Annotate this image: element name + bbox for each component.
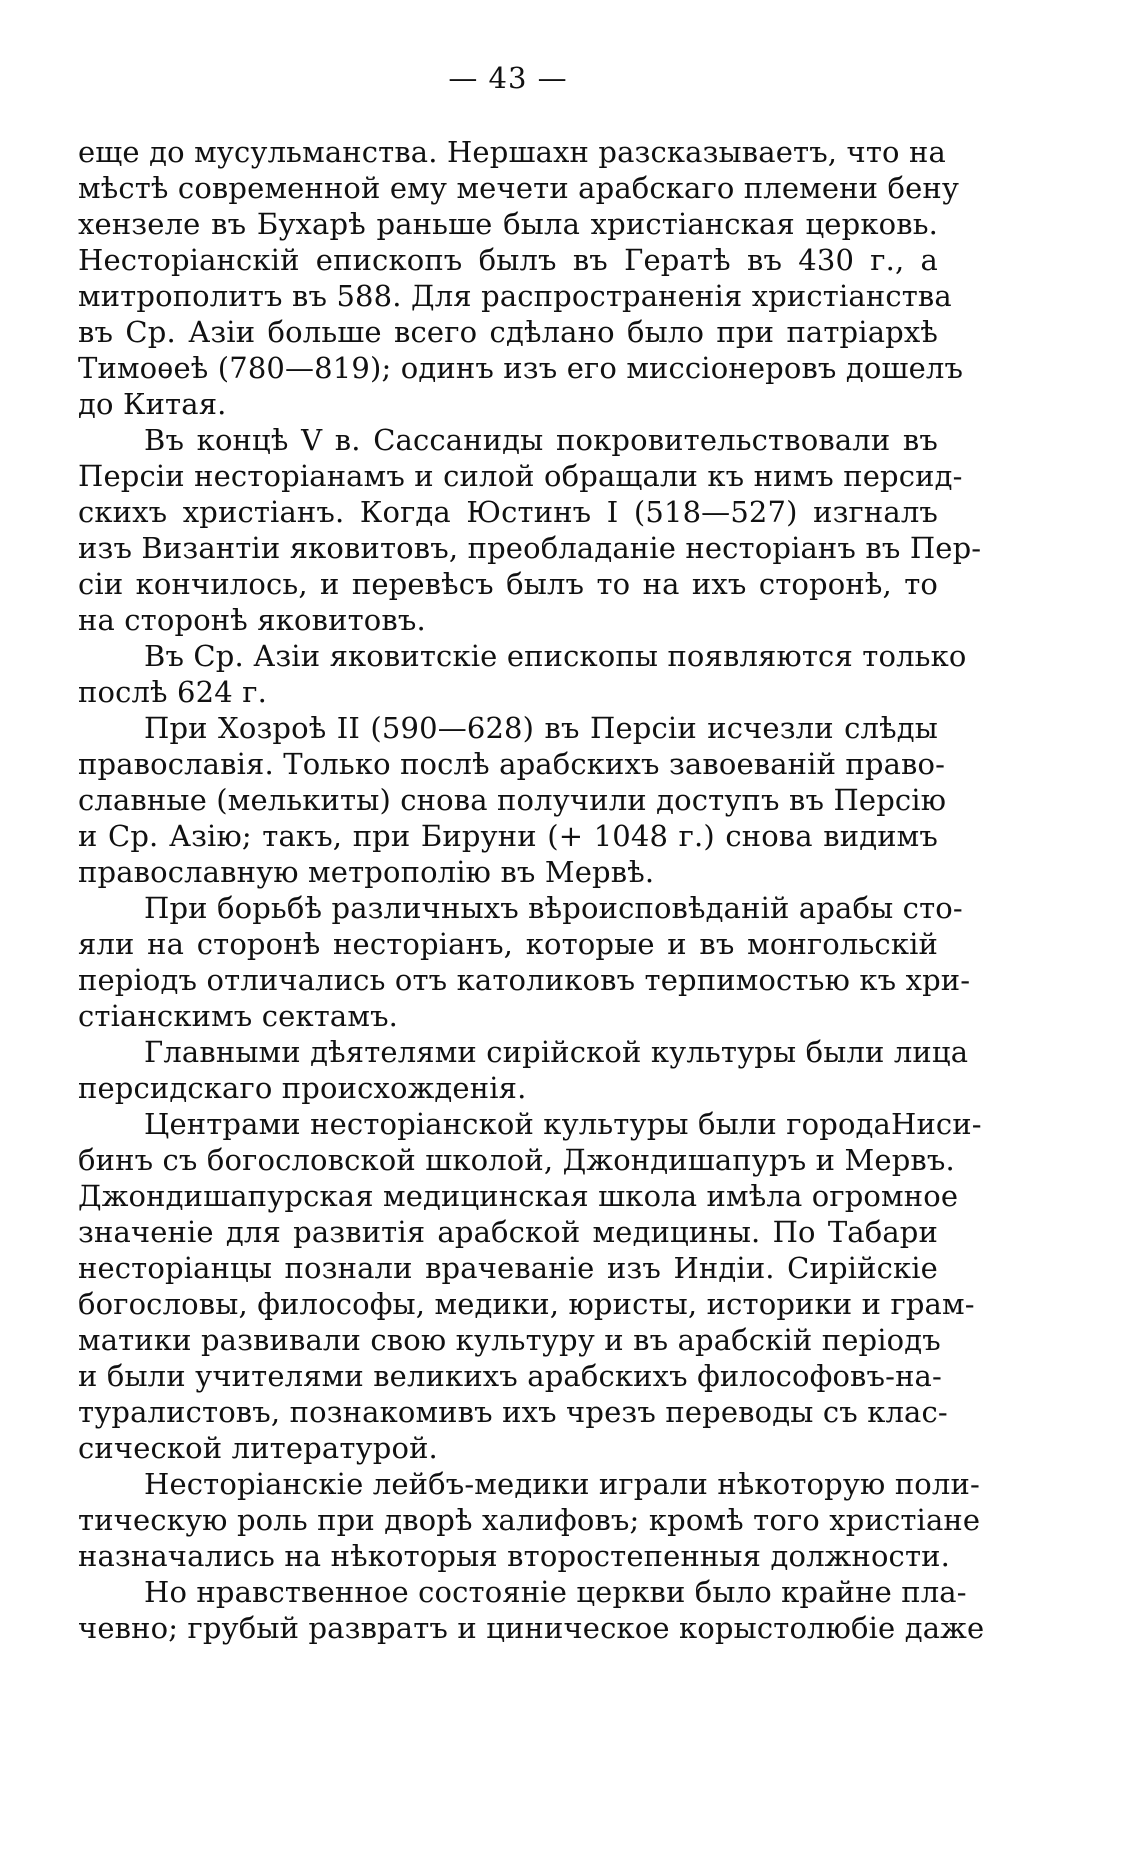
text-line: до Китая. bbox=[78, 387, 227, 421]
text-line: стіанскимъ сектамъ. bbox=[78, 999, 399, 1033]
text-body bbox=[78, 134, 985, 1646]
text-line: Въ концѣ V в. Сассаниды покровительствовали въ bbox=[144, 423, 938, 457]
text-line: изъ Византіи яковитовъ, преобладаніе несторіанъ въ Пер- bbox=[78, 531, 982, 565]
paragraph bbox=[78, 638, 967, 710]
text-line: на сторонѣ яковитовъ. bbox=[78, 603, 426, 637]
text-line: скихъ христіанъ. Когда Юстинъ I (518—527) изгналъ bbox=[78, 495, 938, 529]
text-line: православную метрополію въ Мервѣ. bbox=[78, 855, 655, 889]
text-line: бинъ съ богословской школой, Джондишапуръ и Мервъ. bbox=[78, 1143, 955, 1177]
text-line: матики развивали свою культуру и въ арабскій періодъ bbox=[78, 1323, 941, 1357]
text-line: въ Ср. Азіи больше всего сдѣлано было при патріархѣ bbox=[78, 315, 938, 349]
text-line: Въ Ср. Азіи яковитскіе епископы появляются только bbox=[144, 639, 967, 673]
paragraph bbox=[78, 1106, 982, 1466]
paragraph bbox=[78, 134, 964, 422]
text-line: еще до мусульманства. Нершахн разсказываетъ, что на bbox=[78, 135, 946, 169]
text-line: мѣстѣ современной ему мечети арабскаго племени бену bbox=[78, 171, 960, 205]
text-line: Несторіанскіе лейбъ-медики играли нѣкоторую поли- bbox=[144, 1467, 980, 1501]
text-line: туралистовъ, познакомивъ ихъ чрезъ переводы съ клас- bbox=[78, 1395, 948, 1429]
text-line: персидскаго происхожденія. bbox=[78, 1071, 527, 1105]
text-line: При борьбѣ различныхъ вѣроисповѣданій арабы сто- bbox=[144, 891, 963, 925]
text-line: Но нравственное состояніе церкви было крайне пла- bbox=[144, 1575, 967, 1609]
text-line: Персіи несторіанамъ и силой обращали къ нимъ персид- bbox=[78, 459, 963, 493]
paragraph bbox=[78, 1574, 985, 1646]
text-line: сіи кончилось, и перевѣсъ былъ то на ихъ сторонѣ, то bbox=[78, 567, 938, 601]
text-line: несторіанцы познали врачеваніе изъ Индіи. Сирійскіе bbox=[78, 1251, 938, 1285]
text-line: митрополитъ въ 588. Для распространенія христіанства bbox=[78, 279, 952, 313]
text-line: Джондишапурская медицинская школа имѣла огромное bbox=[78, 1179, 959, 1213]
text-line: хензеле въ Бухарѣ раньше была христіанская церковь. bbox=[78, 207, 938, 241]
text-line: Несторіанскій епископъ былъ въ Гератѣ въ 430 г., а bbox=[78, 243, 938, 277]
text-line: назначались на нѣкоторыя второстепенныя должности. bbox=[78, 1539, 950, 1573]
paragraph bbox=[78, 1466, 981, 1574]
text-line: періодъ отличались отъ католиковъ терпимостью къ хри- bbox=[78, 963, 971, 997]
paragraph bbox=[78, 422, 982, 638]
text-line: значеніе для развитія арабской медицины. По Табари bbox=[78, 1215, 938, 1249]
text-line: тическую роль при дворѣ халифовъ; кромѣ того христіане bbox=[78, 1503, 981, 1537]
paragraph bbox=[78, 710, 947, 890]
paragraph bbox=[78, 1034, 969, 1106]
text-line: и были учителями великихъ арабскихъ философовъ-на- bbox=[78, 1359, 942, 1393]
text-line: чевно; грубый развратъ и циническое корыстолюбіе даже bbox=[78, 1611, 985, 1645]
text-line: богословы, философы, медики, юристы, историки и грам- bbox=[78, 1287, 975, 1321]
text-line: и Ср. Азію; такъ, при Бируни (+ 1048 г.) снова видимъ bbox=[78, 819, 938, 853]
text-line: послѣ 624 г. bbox=[78, 675, 267, 709]
text-line: сической литературой. bbox=[78, 1431, 438, 1465]
text-line: славные (мелькиты) снова получили доступъ въ Персію bbox=[78, 783, 947, 817]
text-line: православія. Только послѣ арабскихъ завоеваній право- bbox=[78, 747, 946, 781]
text-line: При Хозроѣ II (590—628) въ Персіи исчезли слѣды bbox=[144, 711, 938, 745]
text-line: Главными дѣятелями сирійской культуры были лица bbox=[144, 1035, 969, 1069]
text-line: Центрами несторіанской культуры были городаНиси- bbox=[144, 1107, 982, 1141]
text-line: яли на сторонѣ несторіанъ, которые и въ монгольскій bbox=[78, 927, 938, 961]
paragraph bbox=[78, 890, 971, 1034]
page-number: — 43 — bbox=[448, 61, 568, 95]
text-line: Тимоѳеѣ (780—819); одинъ изъ его миссіонеровъ дошелъ bbox=[78, 351, 964, 385]
